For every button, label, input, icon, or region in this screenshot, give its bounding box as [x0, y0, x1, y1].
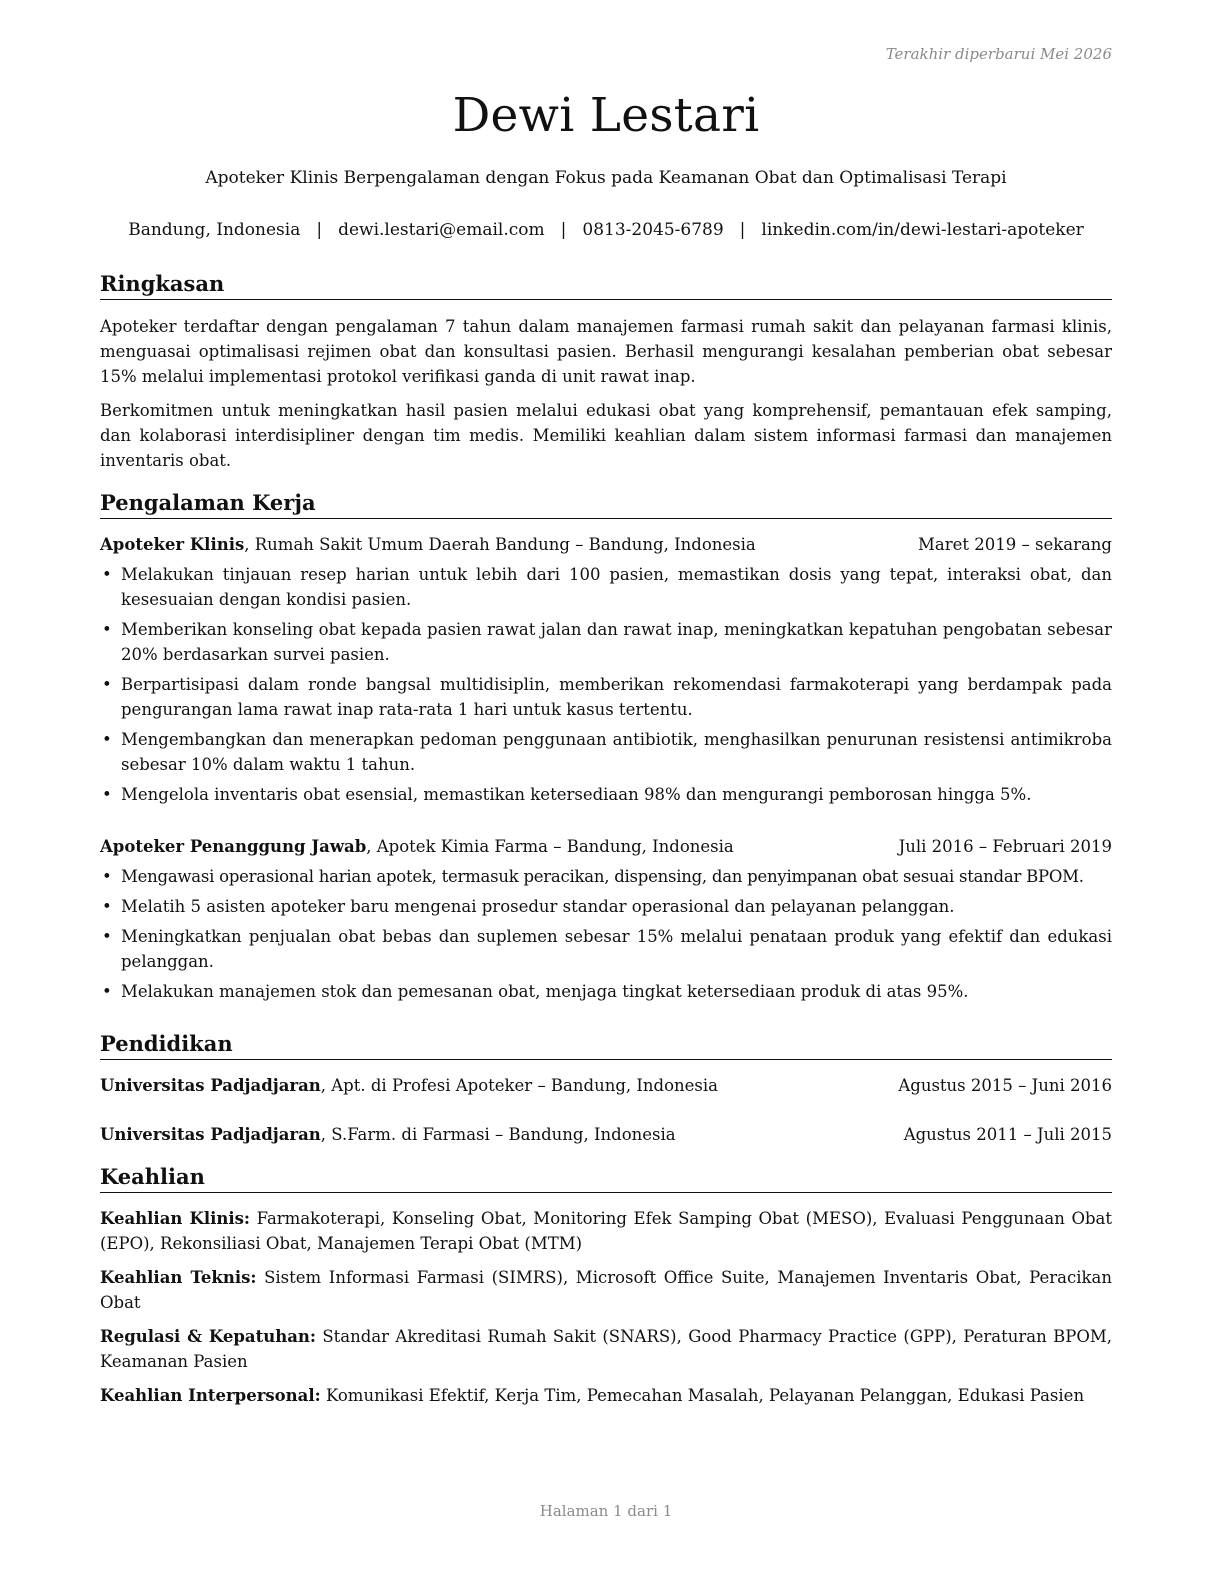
education-school-degree	[100, 1073, 718, 1098]
skill-list: Farmakoterapi, Konseling Obat, Monitoring Efek Samping Obat (MESO), Evaluasi Penggunaan Obat (EPO), Rekonsiliasi Obat, Manajemen Terapi Obat (MTM)	[100, 1209, 1113, 1253]
skill-list: Komunikasi Efektif, Kerja Tim, Pemecahan Masalah, Pelayanan Pelanggan, Edukasi Pasien	[320, 1386, 1085, 1405]
page-number-footer: Halaman 1 dari 1	[539, 1502, 673, 1520]
job-bullets	[100, 562, 1112, 812]
contact-separator: |	[739, 220, 746, 240]
job-dates: Juli 2016 – Februari 2019	[898, 837, 1112, 856]
contact-email[interactable]: dewi.lestari@email.com	[338, 220, 545, 240]
section-title-summary: Ringkasan	[100, 271, 1112, 300]
list-item: • Berpartisipasi dalam ronde bangsal multidisiplin, memberikan rekomendasi farmakoterapi yang berdampak pada pengurangan lama rawat inap rata-rata 1 hari untuk kasus tertentu.	[100, 672, 1112, 722]
skill-group	[100, 1206, 1112, 1256]
skill-label: Regulasi & Kepatuhan:	[100, 1327, 316, 1346]
list-item: • Mengembangkan dan menerapkan pedoman penggunaan antibiotik, menghasilkan penurunan resistensi antimikroba sebesar 10% dalam waktu 1 tahun.	[100, 727, 1112, 777]
job-title-org	[100, 532, 756, 557]
education-item	[100, 1122, 1112, 1147]
contact-separator: |	[560, 220, 567, 240]
education-school-degree	[100, 1122, 676, 1147]
candidate-name: Dewi Lestari	[452, 88, 760, 143]
education-dates: Agustus 2015 – Juni 2016	[898, 1076, 1112, 1095]
skill-group	[100, 1324, 1112, 1374]
contact-phone[interactable]: 0813-2045-6789	[582, 220, 724, 240]
contact-location: Bandung, Indonesia	[128, 220, 301, 240]
job-role: Apoteker Penanggung Jawab	[100, 837, 367, 856]
education-item	[100, 1073, 1112, 1098]
section-title-education: Pendidikan	[100, 1031, 1112, 1060]
headline: Apoteker Klinis Berpengalaman dengan Fokus pada Keamanan Obat dan Optimalisasi Terapi	[205, 168, 1007, 188]
skill-list: Standar Akreditasi Rumah Sakit (SNARS), Good Pharmacy Practice (GPP), Peraturan BPOM, Keamanan Pasien	[100, 1327, 1113, 1371]
job-bullets	[100, 864, 1112, 1009]
summary-paragraph: Apoteker terdaftar dengan pengalaman 7 tahun dalam manajemen farmasi rumah sakit dan pelayanan farmasi klinis, menguasai optimalisasi rejimen obat dan konsultasi pasien. Berhasil mengurangi kesalahan pemberian obat sebesar 15% melalui implementasi protokol verifikasi ganda di unit rawat inap.	[100, 317, 1112, 386]
job-title-org	[100, 834, 734, 859]
list-item: • Mengawasi operasional harian apotek, termasuk peracikan, dispensing, dan penyimpanan obat sesuai standar BPOM.	[100, 864, 1112, 889]
section-title-experience: Pengalaman Kerja	[100, 490, 1112, 519]
job-dates: Maret 2019 – sekarang	[918, 535, 1112, 554]
list-item: • Melatih 5 asisten apoteker baru mengenai prosedur standar operasional dan pelayanan pelanggan.	[100, 894, 1112, 919]
skill-label: Keahlian Teknis:	[100, 1268, 257, 1287]
job-organization: , Apotek Kimia Farma – Bandung, Indonesia	[366, 837, 734, 856]
list-item: • Melakukan tinjauan resep harian untuk lebih dari 100 pasien, memastikan dosis yang tepat, interaksi obat, dan kesesuaian dengan kondisi pasien.	[100, 562, 1112, 612]
list-item: • Mengelola inventaris obat esensial, memastikan ketersediaan 98% dan mengurangi pemborosan hingga 5%.	[100, 782, 1112, 807]
skill-label: Keahlian Klinis:	[100, 1209, 251, 1228]
skill-list: Sistem Informasi Farmasi (SIMRS), Microsoft Office Suite, Manajemen Inventaris Obat, Peracikan Obat	[100, 1268, 1112, 1312]
section-title-skills: Keahlian	[100, 1164, 1112, 1193]
contact-linkedin[interactable]: linkedin.com/in/dewi-lestari-apoteker	[761, 220, 1084, 240]
contact-line	[100, 220, 1112, 240]
summary-paragraph: Berkomitmen untuk meningkatkan hasil pasien melalui edukasi obat yang komprehensif, pemantauan efek samping, dan kolaborasi interdisipliner dengan tim medis. Memiliki keahlian dalam sistem informasi farmasi dan manajemen inventaris obat.	[100, 401, 1112, 470]
skill-group	[100, 1383, 1112, 1408]
resume-page	[100, 0, 1112, 1584]
education-dates: Agustus 2011 – Juli 2015	[903, 1125, 1112, 1144]
list-item: • Melakukan manajemen stok dan pemesanan obat, menjaga tingkat ketersediaan produk di atas 95%.	[100, 979, 1112, 1004]
skill-label: Keahlian Interpersonal:	[100, 1386, 321, 1405]
list-item: • Meningkatkan penjualan obat bebas dan suplemen sebesar 15% melalui penataan produk yang efektif dan edukasi pelanggan.	[100, 924, 1112, 974]
contact-separator: |	[316, 220, 323, 240]
last-updated-note: Terakhir diperbarui Mei 2026	[885, 45, 1112, 63]
education-school: Universitas Padjadjaran	[100, 1125, 321, 1144]
skill-group	[100, 1265, 1112, 1315]
education-detail: , Apt. di Profesi Apoteker – Bandung, Indonesia	[320, 1076, 719, 1095]
job-header	[100, 532, 1112, 557]
education-school: Universitas Padjadjaran	[100, 1076, 321, 1095]
job-organization: , Rumah Sakit Umum Daerah Bandung – Bandung, Indonesia	[244, 535, 756, 554]
job-header	[100, 834, 1112, 859]
education-detail: , S.Farm. di Farmasi – Bandung, Indonesia	[320, 1125, 676, 1144]
job-role: Apoteker Klinis	[100, 535, 245, 554]
list-item: • Memberikan konseling obat kepada pasien rawat jalan dan rawat inap, meningkatkan kepatuhan pengobatan sebesar 20% berdasarkan survei pasien.	[100, 617, 1112, 667]
